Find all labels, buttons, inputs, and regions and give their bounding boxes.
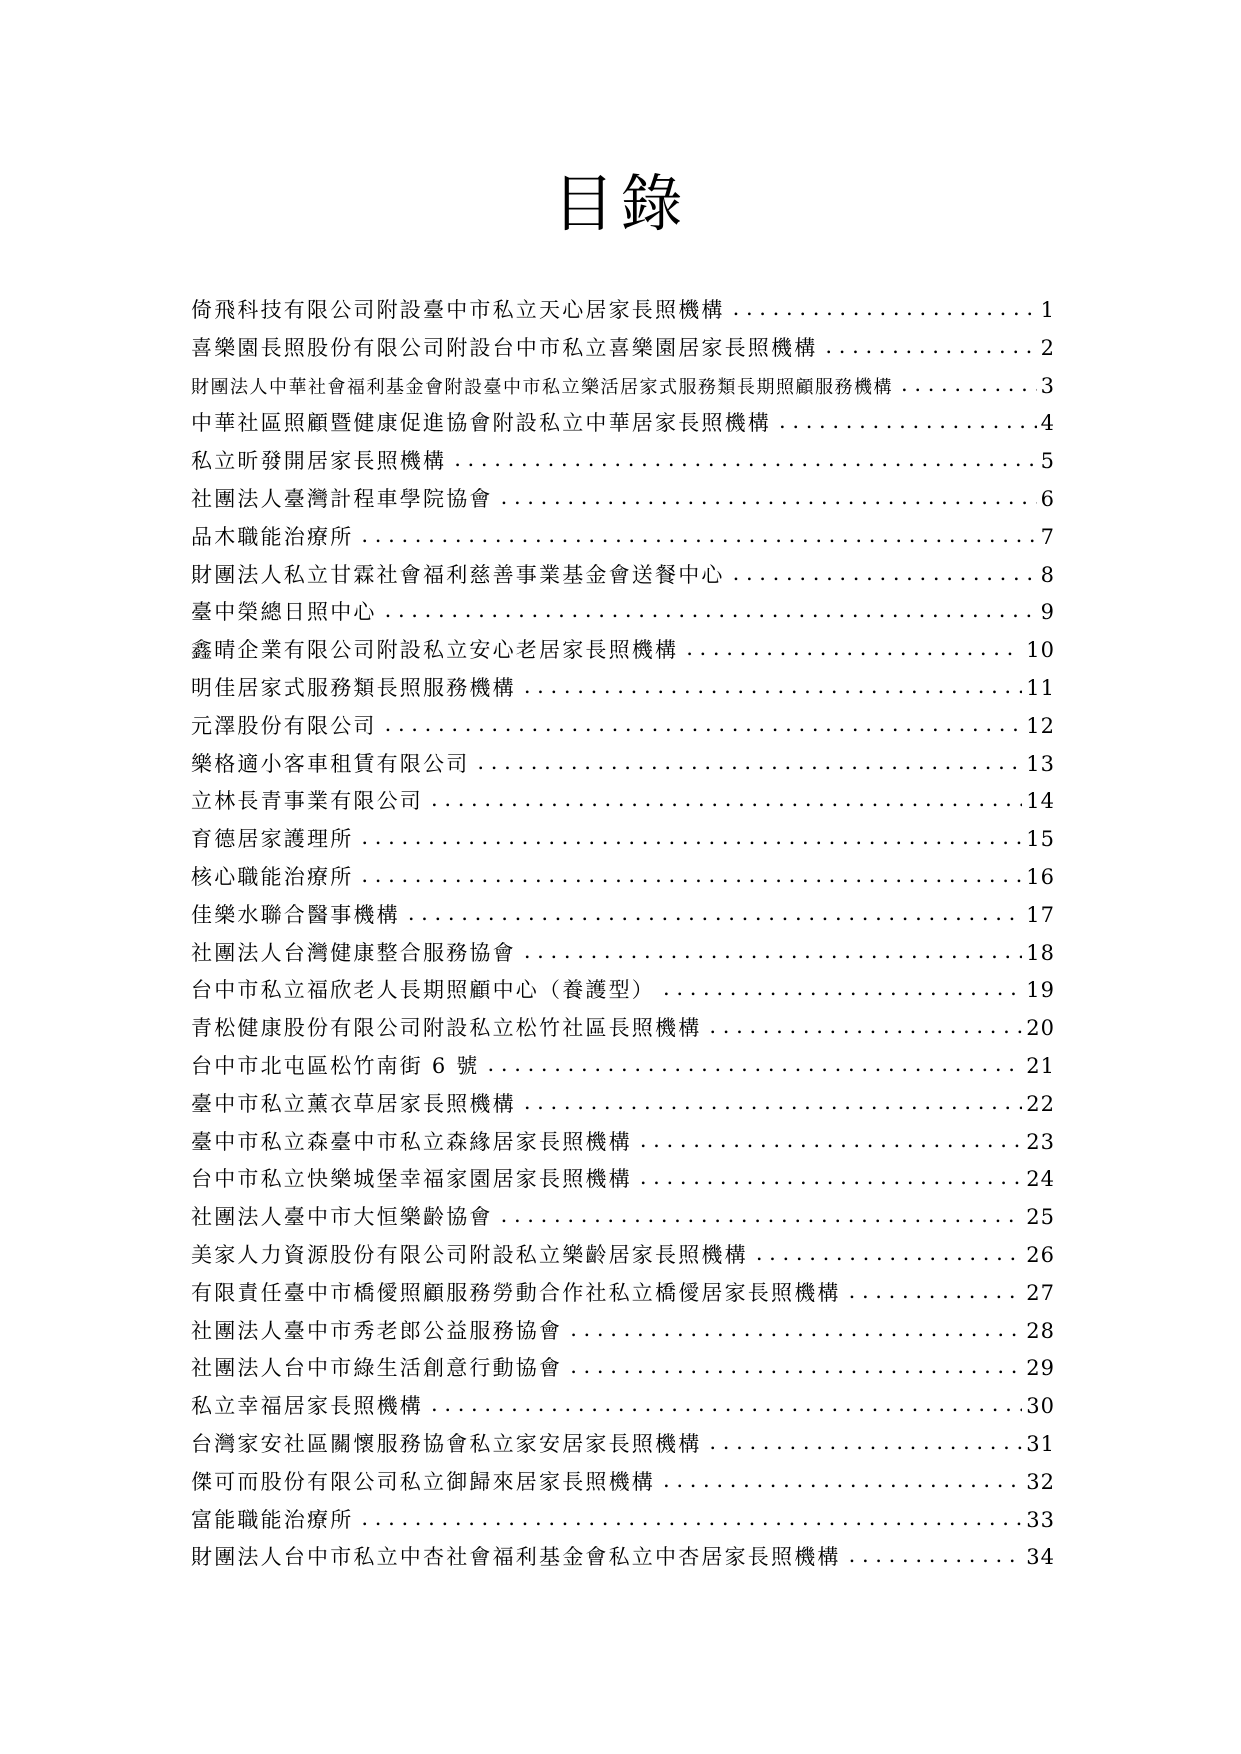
toc-page-number: 10 — [1026, 638, 1055, 663]
toc-entry-label: 有限責任臺中市橋僾照顧服務勞動合作社私立橋僾居家長照機構 — [191, 1275, 849, 1313]
toc-dot-leader — [431, 1386, 1022, 1424]
toc-entry[interactable] — [191, 1313, 1055, 1351]
toc-dot-leader — [361, 857, 1022, 895]
toc-page-number: 15 — [1026, 827, 1055, 852]
toc-entry-label: 私立幸福居家長照機構 — [191, 1388, 431, 1426]
toc-dot-leader — [385, 592, 1037, 630]
toc-page-number: 6 — [1040, 486, 1055, 511]
toc-page-number: 22 — [1026, 1091, 1055, 1116]
toc-page-number: 1 — [1040, 298, 1055, 322]
page-title: 目錄 — [552, 167, 689, 240]
toc-page-number: 20 — [1026, 1016, 1055, 1041]
toc-dot-leader — [733, 555, 1037, 593]
toc-page-number: 30 — [1026, 1394, 1055, 1419]
toc-dot-leader — [709, 1008, 1022, 1046]
toc-page-number: 3 — [1040, 373, 1055, 398]
toc-page-number: 8 — [1040, 562, 1055, 587]
toc-entry[interactable] — [191, 746, 1055, 784]
toc-page-number: 13 — [1026, 751, 1055, 776]
toc-dot-leader — [408, 895, 1022, 933]
toc-entry-label: 中華社區照顧暨健康促進協會附設私立中華居家長照機構 — [191, 405, 779, 443]
toc-page-number: 2 — [1040, 335, 1055, 360]
toc-entry[interactable] — [191, 1426, 1055, 1464]
toc-entry[interactable] — [191, 1124, 1055, 1162]
toc-entry[interactable] — [191, 330, 1055, 368]
toc-dot-leader — [361, 1500, 1022, 1538]
toc-dot-leader — [488, 1046, 1023, 1084]
toc-page-number: 32 — [1026, 1469, 1055, 1494]
toc-dot-leader — [663, 970, 1022, 1008]
toc-entry[interactable] — [191, 708, 1055, 746]
toc-dot-leader — [849, 1537, 1023, 1575]
toc-page-number: 14 — [1026, 789, 1055, 814]
toc-page-number: 31 — [1026, 1431, 1055, 1456]
toc-entry-label: 財團法人私立甘霖社會福利慈善事業基金會送餐中心 — [191, 557, 733, 595]
toc-entry-label: 社團法人臺灣計程車學院協會 — [191, 481, 501, 519]
toc-entry-label: 社團法人台中市綠生活創意行動協會 — [191, 1350, 570, 1388]
toc-entry[interactable] — [191, 1010, 1055, 1048]
toc-entry-label: 台中市私立快樂城堡幸福家園居家長照機構 — [191, 1161, 640, 1199]
toc-dot-leader — [825, 328, 1036, 366]
toc-dot-leader — [756, 1235, 1022, 1273]
toc-page-number: 11 — [1026, 675, 1055, 700]
toc-entry-label: 品木職能治療所 — [191, 519, 361, 557]
toc-entry[interactable] — [191, 1086, 1055, 1124]
toc-entry[interactable] — [191, 443, 1055, 481]
toc-page-number: 29 — [1026, 1356, 1055, 1381]
toc-dot-leader — [640, 1159, 1022, 1197]
toc-entry-label: 佳樂水聯合醫事機構 — [191, 897, 408, 935]
toc-entry-label: 元澤股份有限公司 — [191, 708, 385, 746]
toc-page-number: 9 — [1040, 600, 1055, 625]
toc-entry[interactable] — [191, 368, 1055, 406]
toc-dot-leader — [431, 781, 1022, 819]
toc-dot-leader — [524, 1084, 1022, 1122]
toc-page-number: 16 — [1026, 864, 1055, 889]
toc-dot-leader — [570, 1311, 1022, 1349]
toc-entry[interactable] — [191, 1464, 1055, 1502]
toc-entry-label: 美家人力資源股份有限公司附設私立樂齡居家長照機構 — [191, 1237, 756, 1275]
toc-entry[interactable] — [191, 519, 1055, 557]
toc-page-number: 28 — [1026, 1318, 1055, 1343]
toc-entry-label: 傑可而股份有限公司私立御歸來居家長照機構 — [191, 1464, 663, 1502]
toc-page-number: 33 — [1026, 1507, 1055, 1532]
toc-entry-label: 台中市私立福欣老人長期照顧中心（養護型） — [191, 972, 663, 1010]
toc-entry[interactable] — [191, 594, 1055, 632]
toc-entry[interactable] — [191, 783, 1055, 821]
toc-entry[interactable] — [191, 859, 1055, 897]
toc-dot-leader — [709, 1424, 1022, 1462]
toc-page-number: 25 — [1026, 1205, 1055, 1230]
toc-dot-leader — [477, 744, 1022, 782]
toc-entry-label: 臺中榮總日照中心 — [191, 594, 385, 632]
toc-entry-label: 核心職能治療所 — [191, 859, 361, 897]
toc-entry-label: 倚飛科技有限公司附設臺中市私立天心居家長照機構 — [191, 292, 733, 330]
toc-page-number: 7 — [1040, 524, 1055, 549]
table-of-contents — [191, 292, 1055, 1577]
toc-entry-label: 樂格適小客車租賃有限公司 — [191, 746, 477, 784]
toc-entry-label: 育德居家護理所 — [191, 821, 361, 859]
toc-entry[interactable] — [191, 1161, 1055, 1199]
toc-entry-label: 臺中市私立森臺中市私立森緣居家長照機構 — [191, 1124, 640, 1162]
toc-entry[interactable] — [191, 1048, 1055, 1086]
toc-dot-leader — [901, 366, 1037, 404]
toc-dot-leader — [361, 517, 1036, 555]
toc-entry[interactable] — [191, 1237, 1055, 1275]
toc-entry[interactable] — [191, 972, 1055, 1010]
toc-entry-label: 私立昕發開居家長照機構 — [191, 443, 454, 481]
toc-entry-label: 富能職能治療所 — [191, 1502, 361, 1540]
toc-entry[interactable] — [191, 1199, 1055, 1237]
toc-entry-label: 社團法人台灣健康整合服務協會 — [191, 935, 524, 973]
toc-dot-leader — [733, 290, 1037, 328]
toc-entry[interactable] — [191, 897, 1055, 935]
toc-entry-label: 鑫晴企業有限公司附設私立安心老居家長照機構 — [191, 632, 686, 670]
toc-page-number: 19 — [1026, 978, 1055, 1003]
toc-page-number: 12 — [1026, 713, 1055, 738]
toc-entry-label: 青松健康股份有限公司附設私立松竹社區長照機構 — [191, 1010, 709, 1048]
toc-entry-label: 社團法人臺中市大恒樂齡協會 — [191, 1199, 501, 1237]
toc-dot-leader — [779, 403, 1037, 441]
toc-page-number: 23 — [1026, 1129, 1055, 1154]
toc-entry[interactable] — [191, 405, 1055, 443]
toc-page-number: 26 — [1026, 1242, 1055, 1267]
toc-entry-label: 財團法人中華社會福利基金會附設臺中市私立樂活居家式服務類長期照顧服務機構 — [191, 369, 901, 407]
toc-page-number: 34 — [1026, 1545, 1055, 1570]
toc-dot-leader — [570, 1348, 1022, 1386]
toc-entry[interactable] — [191, 632, 1055, 670]
toc-entry[interactable] — [191, 1350, 1055, 1388]
toc-entry[interactable] — [191, 821, 1055, 859]
toc-dot-leader — [385, 706, 1023, 744]
toc-dot-leader — [501, 479, 1037, 517]
toc-entry-label: 臺中市私立薰衣草居家長照機構 — [191, 1086, 524, 1124]
toc-page-number: 24 — [1026, 1167, 1055, 1192]
toc-entry[interactable] — [191, 481, 1055, 519]
toc-page-number: 18 — [1026, 940, 1055, 965]
toc-entry-label: 台灣家安社區關懷服務協會私立家安居家長照機構 — [191, 1426, 709, 1464]
toc-entry[interactable] — [191, 670, 1055, 708]
toc-entry[interactable] — [191, 1275, 1055, 1313]
toc-page-number: 4 — [1040, 411, 1055, 436]
toc-dot-leader — [849, 1273, 1023, 1311]
toc-entry[interactable] — [191, 292, 1055, 330]
toc-entry[interactable] — [191, 1539, 1055, 1577]
toc-page-number: 17 — [1026, 902, 1055, 927]
toc-entry-label: 立林長青事業有限公司 — [191, 783, 431, 821]
toc-dot-leader — [524, 668, 1022, 706]
toc-dot-leader — [361, 819, 1022, 857]
toc-entry-label: 台中市北屯區松竹南街 6 號 — [191, 1048, 488, 1086]
toc-entry-label: 財團法人台中市私立中杏社會福利基金會私立中杏居家長照機構 — [191, 1539, 849, 1577]
toc-page-number: 27 — [1026, 1280, 1055, 1305]
toc-dot-leader — [686, 630, 1022, 668]
toc-dot-leader — [663, 1462, 1022, 1500]
toc-entry[interactable] — [191, 1502, 1055, 1540]
toc-dot-leader — [524, 933, 1022, 971]
toc-entry-label: 喜樂園長照股份有限公司附設台中市私立喜樂園居家長照機構 — [191, 330, 825, 368]
toc-entry-label: 明佳居家式服務類長照服務機構 — [191, 670, 524, 708]
toc-entry-label: 社團法人臺中市秀老郎公益服務協會 — [191, 1313, 570, 1351]
toc-entry[interactable] — [191, 557, 1055, 595]
toc-page-number: 21 — [1026, 1053, 1055, 1078]
toc-dot-leader — [640, 1122, 1022, 1160]
toc-dot-leader — [454, 441, 1036, 479]
toc-entry[interactable] — [191, 935, 1055, 973]
toc-entry[interactable] — [191, 1388, 1055, 1426]
toc-dot-leader — [501, 1197, 1023, 1235]
toc-page-number: 5 — [1040, 449, 1055, 474]
